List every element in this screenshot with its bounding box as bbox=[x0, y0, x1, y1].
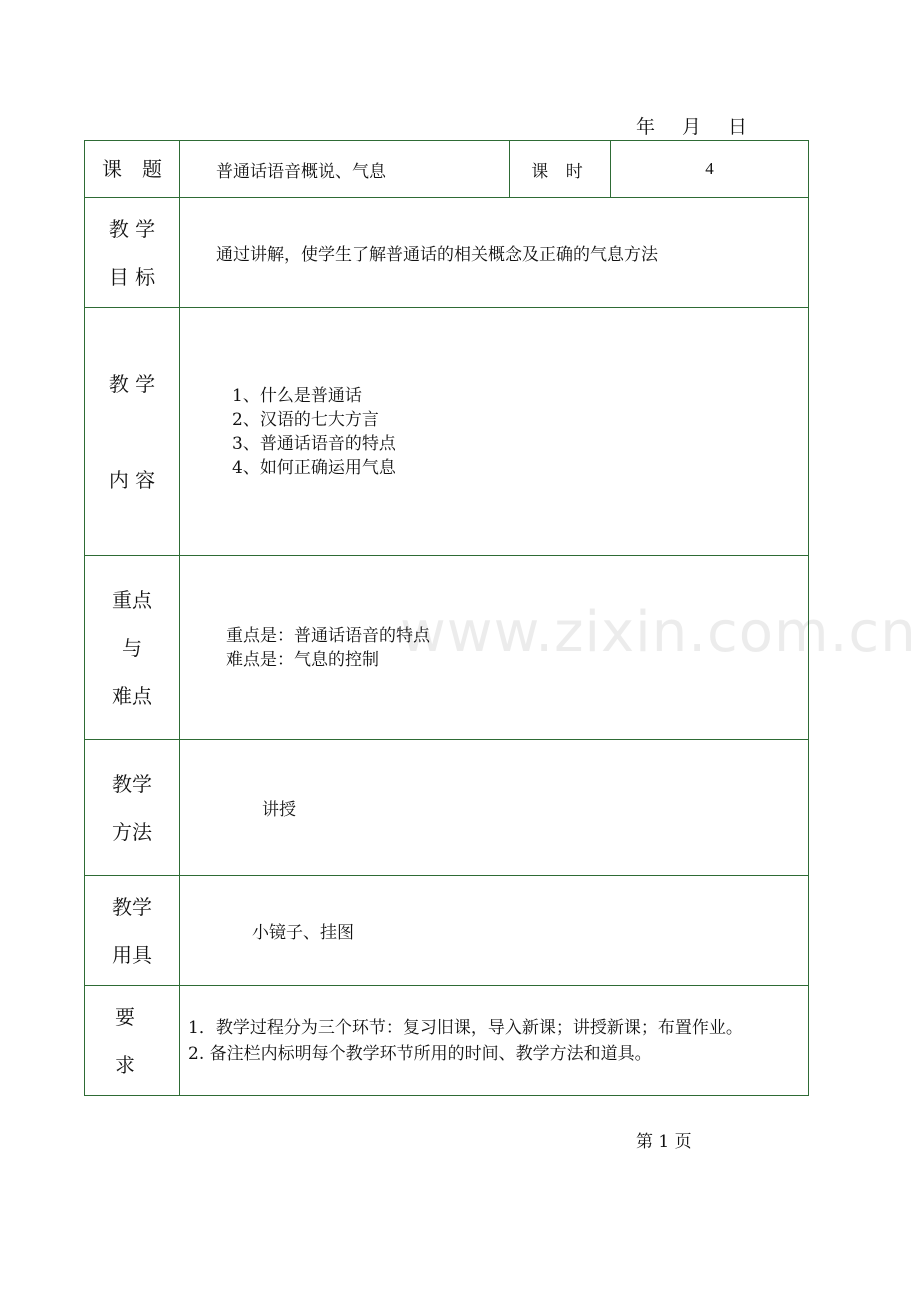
day-label: 日 bbox=[728, 116, 748, 138]
page-number: 第 1 页 bbox=[636, 1132, 692, 1152]
goal-value: 通过讲解，使学生了解普通话的相关概念及正确的气息方法 bbox=[180, 198, 809, 308]
tools-value: 小镜子、挂图 bbox=[180, 876, 809, 986]
watermark: www.zixin.com.cn bbox=[400, 600, 917, 665]
tools-row bbox=[85, 876, 809, 986]
content-label bbox=[85, 308, 180, 556]
tools-label bbox=[85, 876, 180, 986]
requirement-item: 1．教学过程分为三个环节：复习旧课，导入新课；讲授新课；布置作业。 bbox=[188, 1017, 743, 1038]
content-label-line1: 教 学 bbox=[108, 371, 156, 396]
method-label-line1: 教学 bbox=[112, 771, 152, 796]
focus-label-line2: 与 bbox=[122, 635, 142, 660]
date-line bbox=[636, 112, 747, 139]
topic-value: 普通话语音概说、气息 bbox=[180, 141, 510, 198]
requirements-cell bbox=[180, 986, 809, 1096]
content-item: 2、汉语的七大方言 bbox=[232, 409, 379, 430]
content-row bbox=[85, 308, 809, 556]
method-label bbox=[85, 740, 180, 876]
content-item: 3、普通话语音的特点 bbox=[232, 433, 396, 454]
topic-row bbox=[85, 141, 809, 198]
hours-value: 4 bbox=[611, 141, 809, 198]
focus-label-line3: 难点 bbox=[112, 683, 152, 708]
goal-row bbox=[85, 198, 809, 308]
year-label: 年 bbox=[636, 116, 656, 138]
method-row bbox=[85, 740, 809, 876]
requirements-label bbox=[85, 986, 180, 1096]
method-label-line2: 方法 bbox=[112, 819, 152, 844]
difficult-point: 难点是：气息的控制 bbox=[226, 649, 379, 670]
content-list-cell bbox=[180, 308, 809, 556]
requirements-row bbox=[85, 986, 809, 1096]
focus-label-line1: 重点 bbox=[112, 587, 152, 612]
requirements-label-line1: 要 bbox=[115, 1004, 135, 1029]
goal-label-line1: 教 学 bbox=[108, 216, 156, 241]
focus-label bbox=[85, 556, 180, 740]
method-value: 讲授 bbox=[180, 740, 809, 876]
goal-label bbox=[85, 198, 180, 308]
content-item: 4、如何正确运用气息 bbox=[232, 457, 396, 478]
requirements-label-line2: 求 bbox=[115, 1052, 135, 1077]
key-point: 重点是：普通话语音的特点 bbox=[226, 625, 430, 646]
content-item: 1、什么是普通话 bbox=[232, 385, 362, 406]
content-list bbox=[180, 384, 808, 480]
hours-label: 课 时 bbox=[510, 141, 611, 198]
month-label: 月 bbox=[682, 116, 702, 138]
content-label-line2: 内 容 bbox=[108, 467, 156, 492]
tools-label-line2: 用具 bbox=[112, 942, 152, 967]
goal-label-line2: 目 标 bbox=[108, 264, 156, 289]
requirement-item: 2. 备注栏内标明每个教学环节所用的时间、教学方法和道具。 bbox=[188, 1043, 652, 1064]
tools-label-line1: 教学 bbox=[112, 894, 152, 919]
topic-label: 课 题 bbox=[85, 141, 180, 198]
